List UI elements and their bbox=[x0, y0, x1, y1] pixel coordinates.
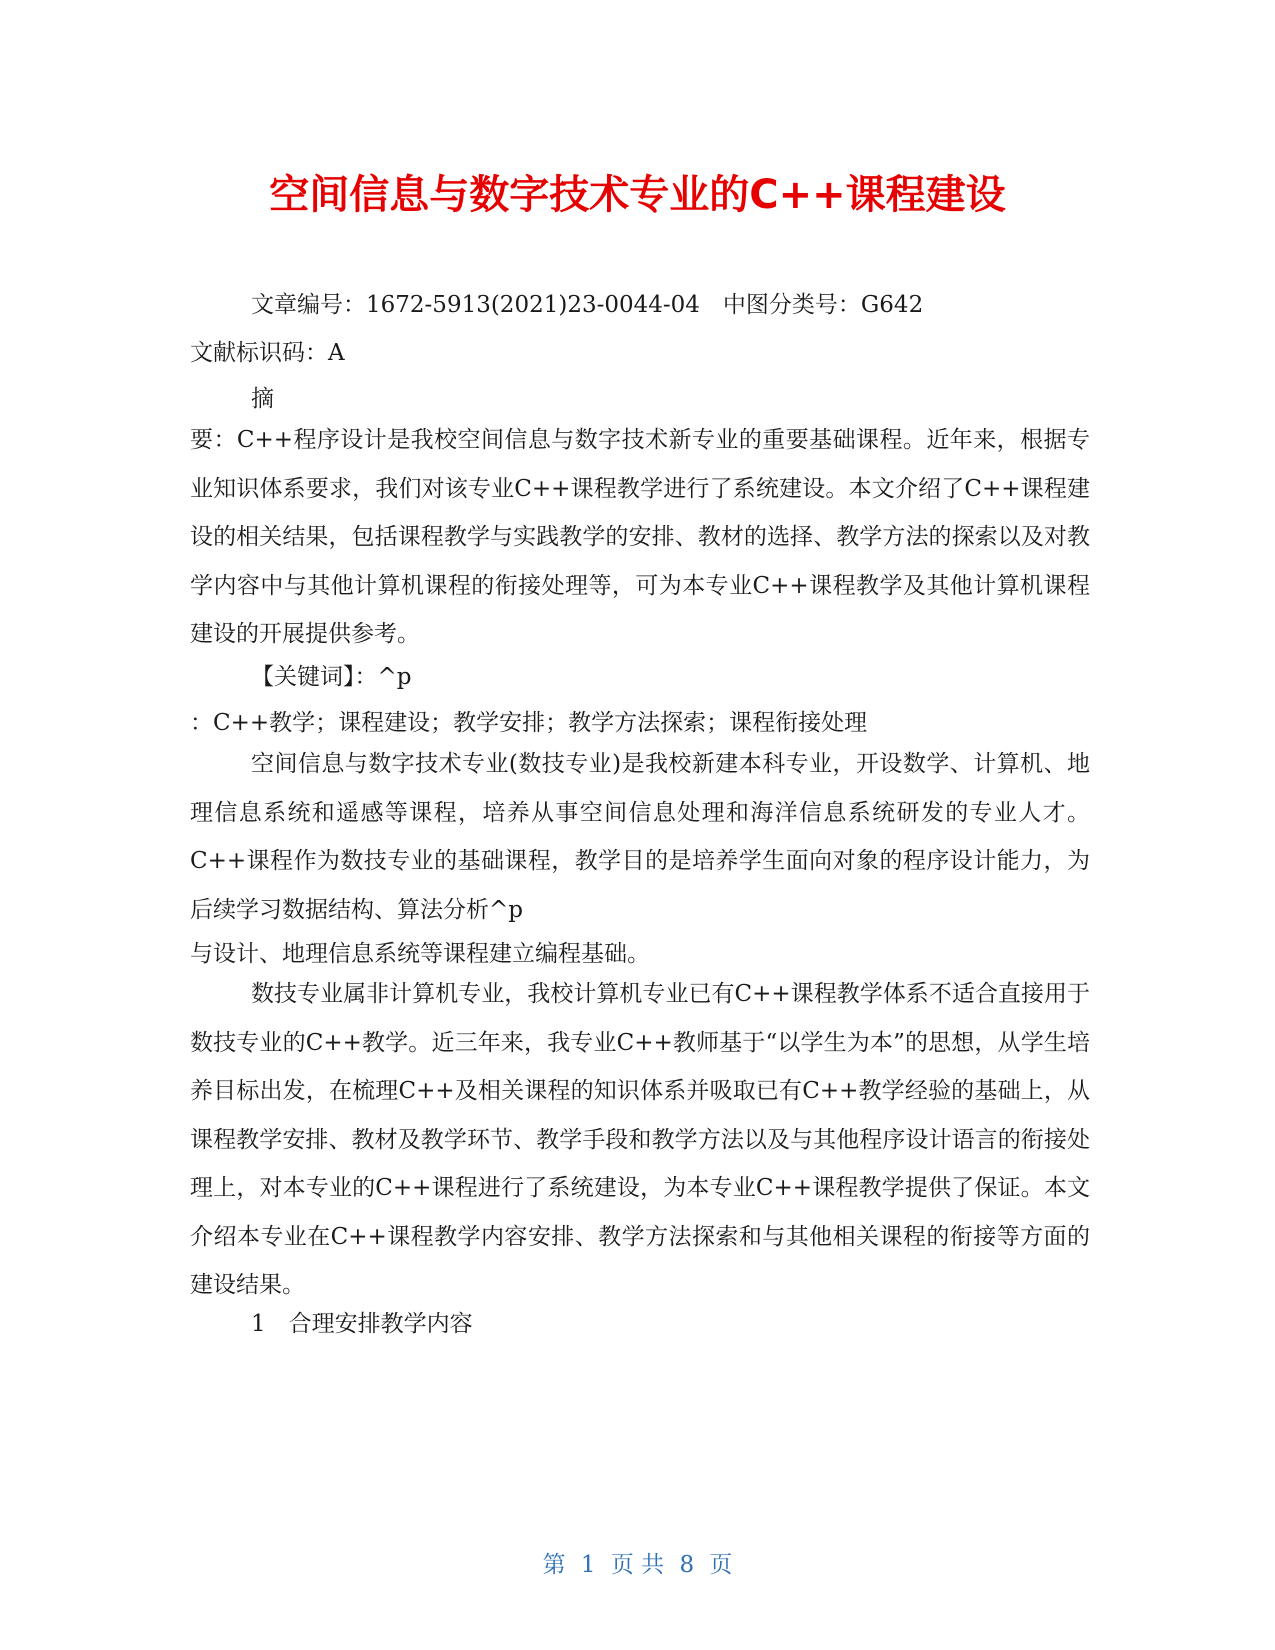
abstract-label: 摘 bbox=[251, 386, 274, 412]
footer-current-page: 1 bbox=[580, 1552, 596, 1578]
keywords-text: ：C++教学；课程建设；教学安排；教学方法探索；课程衔接处理 bbox=[190, 710, 868, 736]
document-code-line: 文献标识码：A bbox=[190, 340, 345, 366]
paragraph-background: 数技专业属非计算机专业，我校计算机专业已有C++课程教学体系不适合直接用于数技专业的C++教学。近三年来，我专业C++教师基于“以学生为本”的思想，从学生培养目标出发，在梳理C++及相关课程的知识体系并吸取已有C++教学经验的基础上，从课程教学安排、教材及教学环节、教学手段和教学方法以及与其他程序设计语言的衔接处理上，对本专业的C++课程进行了系统建设，为本专业C++课程教学提供了保证。本文介绍本专业在C++课程教学内容安排、教学方法探索和与其他相关课程的衔接等方面的建设结果。 bbox=[190, 981, 1090, 1298]
keywords-label: 【关键词】：^p bbox=[251, 664, 412, 690]
footer-suffix: 页 bbox=[709, 1552, 733, 1578]
footer-prefix: 第 bbox=[542, 1552, 566, 1578]
page-footer bbox=[0, 1546, 1275, 1579]
footer-total-pages: 8 bbox=[679, 1552, 695, 1578]
document-title: 空间信息与数字技术专业的C++课程建设 bbox=[269, 172, 1006, 218]
section-title: 合理安排教学内容 bbox=[288, 1311, 473, 1337]
paragraph-intro-continued: 与设计、地理信息系统等课程建立编程基础。 bbox=[190, 941, 650, 967]
article-number-line: 文章编号：1672-5913(2021)23-0044-04 中图分类号：G642 bbox=[251, 292, 924, 318]
section-heading bbox=[251, 1305, 473, 1338]
section-number: 1 bbox=[251, 1311, 266, 1337]
abstract-text: 要：C++程序设计是我校空间信息与数字技术新专业的重要基础课程。近年来，根据专业知识体系要求，我们对该专业C++课程教学进行了系统建设。本文介绍了C++课程建设的相关结果，包括课程教学与实践教学的安排、教材的选择、教学方法的探索以及对教学内容中与其他计算机课程的衔接处理等，可为本专业C++课程教学及其他计算机课程建设的开展提供参考。 bbox=[190, 427, 1090, 647]
paragraph-intro: 空间信息与数字技术专业(数技专业)是我校新建本科专业，开设数学、计算机、地理信息系统和遥感等课程，培养从事空间信息处理和海洋信息系统研发的专业人才。C++课程作为数技专业的基础课程，教学目的是培养学生面向对象的程序设计能力，为后续学习数据结构、算法分析^p bbox=[190, 751, 1090, 923]
footer-middle: 页 共 bbox=[610, 1552, 665, 1578]
